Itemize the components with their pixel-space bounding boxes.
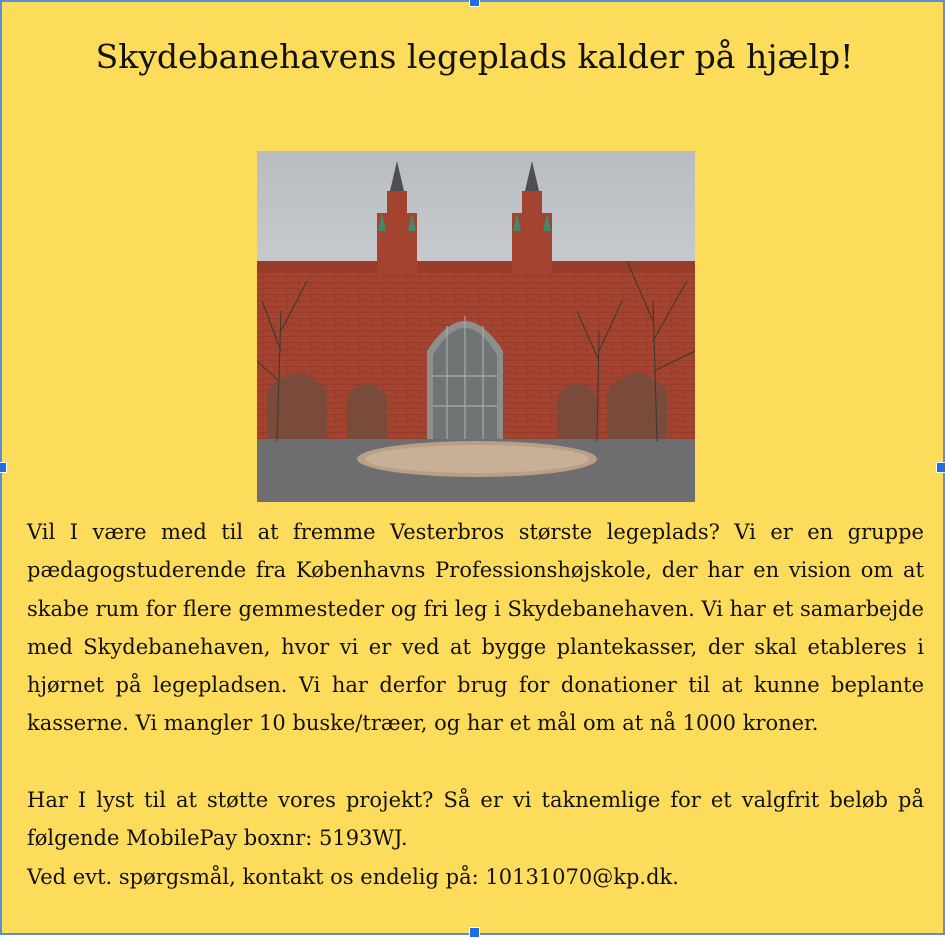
resize-handle-left[interactable]	[0, 462, 7, 473]
resize-handle-bottom[interactable]	[469, 927, 480, 938]
castle-wall-image	[257, 151, 695, 502]
paragraph-contact: Ved evt. spørgsmål, kontakt os endelig på: 10131070@kp.dk.	[27, 864, 679, 889]
paragraph-spacer	[27, 743, 924, 781]
document-title: Skydebanehavens legeplads kalder på hjælp!	[95, 37, 854, 76]
paragraph-intro: Vil I være med til at fremme Vesterbros største legeplads? Vi er en gruppe pædagogstuderende fra Københavns Professionshøjskole, der har en vision om at skabe rum for flere gemmesteder og fri leg i Skydebanehaven. Vi har et samarbejde med Skydebanehaven, hvor vi er ved at bygge plantekasser, der skal etableres i hjørnet på legepladsen. Vi har derfor brug for donationer til at kunne beplante kasserne. Vi mangler 10 buske/træer, og har et mål om at nå 1000 kroner.	[27, 520, 924, 736]
resize-handle-top[interactable]	[469, 0, 480, 7]
paragraph-donation: Har I lyst til at støtte vores projekt? Så er vi taknemlige for et valgfrit beløb på følgende MobilePay boxnr: 5193WJ.	[27, 788, 924, 851]
resize-handle-right[interactable]	[936, 462, 945, 473]
skydebanehaven-photo[interactable]	[257, 151, 695, 502]
body-text	[27, 513, 924, 896]
